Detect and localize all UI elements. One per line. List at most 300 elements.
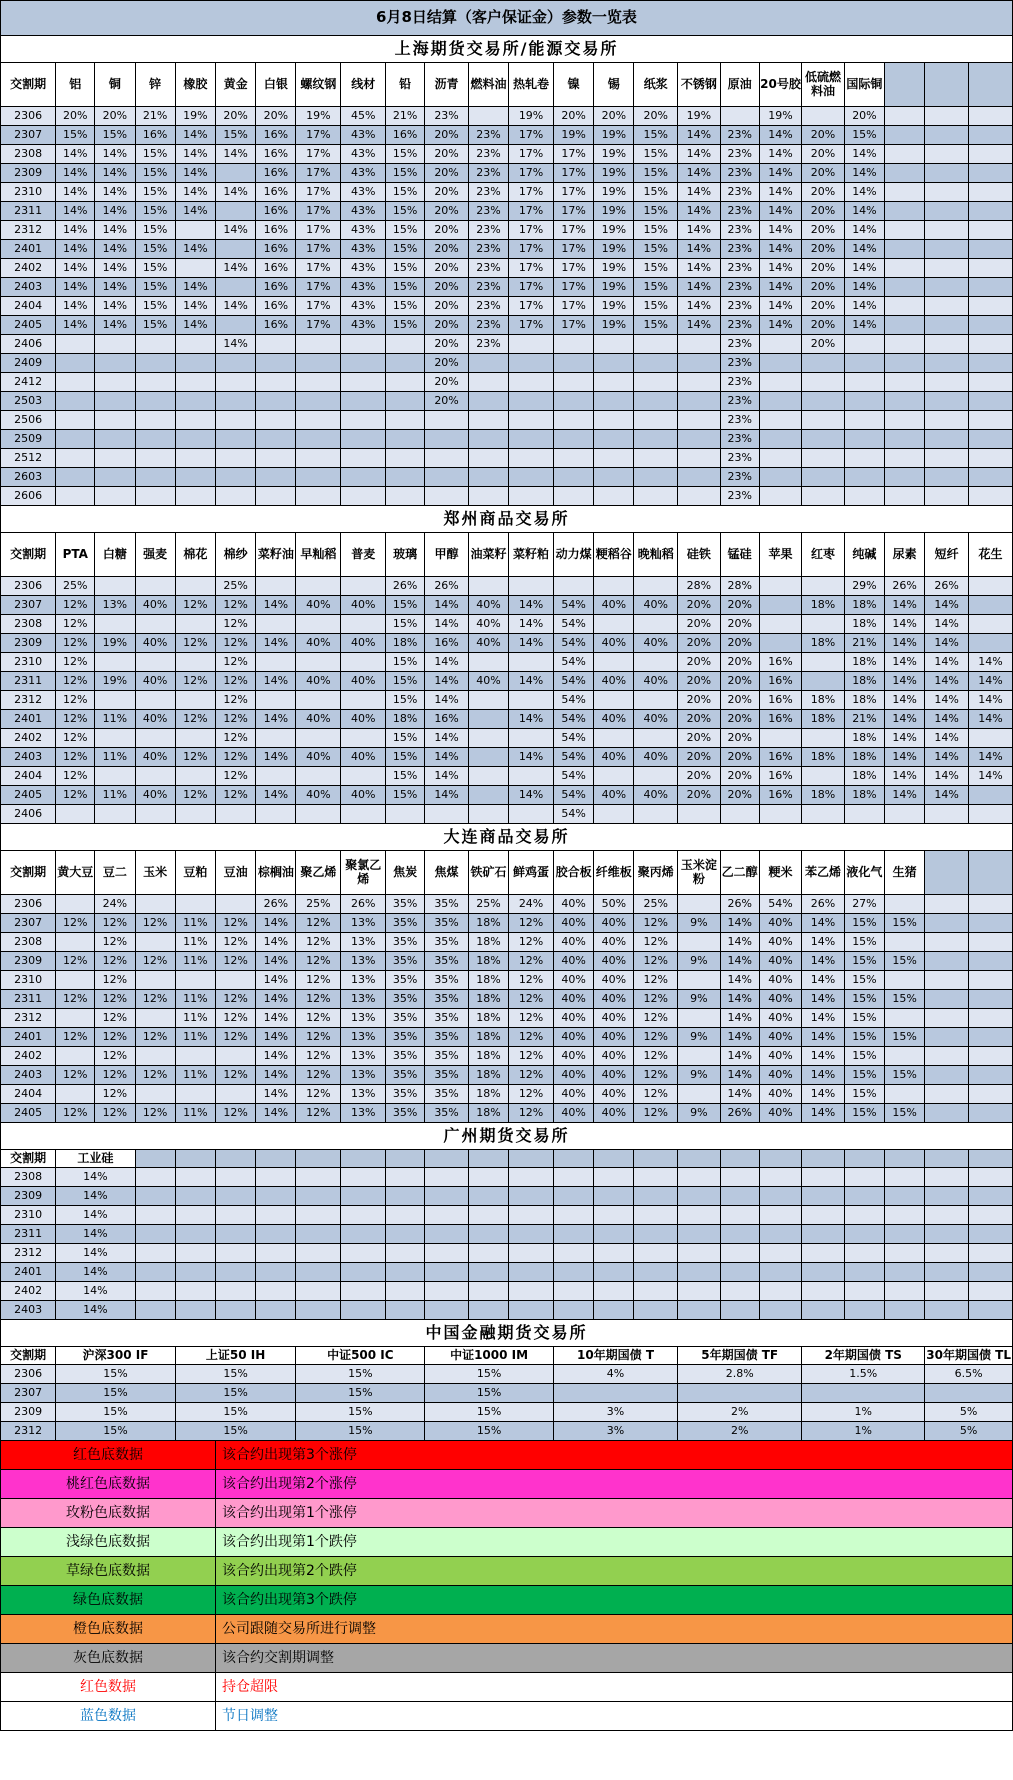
margin-rate-cell: 17% <box>509 297 554 316</box>
legend-label: 草绿色底数据 <box>1 1557 216 1586</box>
margin-rate-cell: 14% <box>56 183 95 202</box>
delivery-period-cell: 2401 <box>1 1263 56 1282</box>
margin-rate-cell <box>135 487 175 506</box>
margin-rate-cell <box>553 430 593 449</box>
margin-rate-cell <box>296 487 341 506</box>
margin-rate-cell: 15% <box>56 1422 176 1441</box>
delivery-period-cell: 2509 <box>1 430 56 449</box>
margin-rate-cell: 14% <box>256 933 296 952</box>
column-header: 乙二醇 <box>720 851 759 895</box>
margin-rate-cell: 54% <box>553 767 593 786</box>
margin-rate-cell: 40% <box>594 933 634 952</box>
section-title: 中国金融期货交易所 <box>1 1320 1013 1347</box>
margin-rate-cell: 17% <box>509 126 554 145</box>
margin-rate-cell: 5% <box>925 1422 1013 1441</box>
margin-rate-cell: 35% <box>386 1066 425 1085</box>
empty-cell <box>885 1206 925 1225</box>
margin-rate-cell: 14% <box>678 221 721 240</box>
empty-cell <box>678 1168 721 1187</box>
margin-rate-cell: 35% <box>425 971 469 990</box>
margin-rate-cell <box>56 354 95 373</box>
margin-rate-cell: 40% <box>634 634 678 653</box>
page-title: 6月8日结算（客户保证金）参数一览表 <box>1 1 1013 36</box>
margin-rate-cell <box>56 487 95 506</box>
margin-rate-cell: 12% <box>135 1104 175 1123</box>
empty-cell <box>296 1168 341 1187</box>
margin-rate-cell: 2% <box>678 1422 802 1441</box>
margin-rate-cell: 19% <box>95 634 135 653</box>
legend-row <box>1 1644 1013 1673</box>
margin-rate-cell: 14% <box>844 240 884 259</box>
margin-rate-cell: 20% <box>678 691 721 710</box>
empty-cell <box>256 1282 296 1301</box>
margin-rate-cell: 23% <box>720 430 759 449</box>
margin-rate-cell: 14% <box>802 1047 845 1066</box>
table-row <box>1 1422 1013 1441</box>
margin-rate-cell: 20% <box>425 316 469 335</box>
margin-rate-cell: 12% <box>215 786 255 805</box>
margin-rate-cell: 23% <box>720 164 759 183</box>
margin-rate-cell <box>341 487 386 506</box>
margin-rate-cell: 15% <box>425 1384 554 1403</box>
empty-cell <box>802 1187 845 1206</box>
margin-rate-cell <box>296 767 341 786</box>
margin-rate-cell <box>634 373 678 392</box>
margin-rate-cell: 12% <box>634 914 678 933</box>
margin-rate-cell: 17% <box>296 259 341 278</box>
legend-row <box>1 1702 1013 1731</box>
column-header: 豆油 <box>215 851 255 895</box>
margin-rate-cell <box>341 392 386 411</box>
empty-cell <box>802 1301 845 1320</box>
margin-rate-cell: 14% <box>56 1225 135 1244</box>
margin-rate-cell <box>594 729 634 748</box>
margin-rate-cell <box>296 354 341 373</box>
column-header: 沪深300 IF <box>56 1347 176 1365</box>
margin-rate-cell <box>925 468 969 487</box>
empty-cell <box>386 1168 425 1187</box>
empty-cell <box>759 1168 802 1187</box>
margin-rate-cell: 20% <box>425 240 469 259</box>
margin-rate-cell: 35% <box>386 990 425 1009</box>
margin-rate-cell: 11% <box>175 1104 215 1123</box>
empty-cell <box>386 1301 425 1320</box>
margin-rate-cell: 14% <box>678 164 721 183</box>
margin-rate-cell <box>759 729 802 748</box>
delivery-period-cell: 2404 <box>1 297 56 316</box>
delivery-period-cell: 2306 <box>1 107 56 126</box>
empty-cell <box>594 1225 634 1244</box>
empty-cell <box>634 1282 678 1301</box>
margin-rate-cell <box>175 653 215 672</box>
margin-rate-cell <box>256 354 296 373</box>
margin-rate-cell <box>468 729 508 748</box>
legend-row <box>1 1557 1013 1586</box>
margin-rate-cell: 14% <box>844 145 884 164</box>
margin-rate-cell: 14% <box>720 1085 759 1104</box>
empty-cell <box>720 1150 759 1168</box>
column-header: 铁矿石 <box>468 851 508 895</box>
column-header: 铝 <box>56 63 95 107</box>
margin-rate-cell: 20% <box>425 221 469 240</box>
margin-rate-cell: 20% <box>802 221 845 240</box>
margin-rate-cell <box>509 335 554 354</box>
margin-rate-cell: 14% <box>509 615 554 634</box>
margin-rate-cell: 14% <box>256 710 296 729</box>
margin-rate-cell: 14% <box>678 240 721 259</box>
margin-rate-cell: 14% <box>95 240 135 259</box>
margin-rate-cell: 20% <box>425 126 469 145</box>
margin-rate-cell: 23% <box>720 145 759 164</box>
margin-rate-cell <box>215 487 255 506</box>
margin-rate-cell <box>256 411 296 430</box>
margin-rate-cell: 14% <box>802 1028 845 1047</box>
empty-cell <box>341 1225 386 1244</box>
margin-rate-cell: 15% <box>386 748 425 767</box>
margin-rate-cell: 12% <box>135 1028 175 1047</box>
margin-rate-cell <box>56 468 95 487</box>
empty-cell <box>968 1168 1012 1187</box>
table-row <box>1 335 1013 354</box>
table-row <box>1 990 1013 1009</box>
margin-rate-cell: 14% <box>95 164 135 183</box>
margin-rate-cell: 14% <box>56 1168 135 1187</box>
margin-rate-cell: 14% <box>759 145 802 164</box>
empty-cell <box>759 1206 802 1225</box>
margin-rate-cell: 12% <box>95 1066 135 1085</box>
margin-rate-cell: 19% <box>594 221 634 240</box>
margin-rate-cell <box>215 392 255 411</box>
margin-rate-cell: 15% <box>634 221 678 240</box>
margin-rate-cell <box>925 240 969 259</box>
empty-cell <box>509 1225 554 1244</box>
margin-rate-cell: 11% <box>175 933 215 952</box>
margin-rate-cell: 14% <box>925 596 969 615</box>
margin-rate-cell <box>759 634 802 653</box>
margin-rate-cell: 15% <box>175 1384 296 1403</box>
margin-rate-cell: 15% <box>135 202 175 221</box>
column-header: 纤维板 <box>594 851 634 895</box>
margin-rate-cell <box>95 653 135 672</box>
margin-rate-cell: 40% <box>296 786 341 805</box>
column-header: 粳米 <box>759 851 802 895</box>
margin-rate-cell <box>925 1028 969 1047</box>
legend-description: 该合约出现第2个跌停 <box>215 1557 1012 1586</box>
margin-rate-cell <box>925 297 969 316</box>
margin-rate-cell <box>968 971 1012 990</box>
margin-rate-cell: 12% <box>135 990 175 1009</box>
margin-rate-cell <box>509 767 554 786</box>
margin-rate-cell: 12% <box>215 615 255 634</box>
margin-rate-cell: 14% <box>95 145 135 164</box>
margin-rate-cell <box>175 354 215 373</box>
margin-rate-cell: 14% <box>802 1085 845 1104</box>
table-row <box>1 615 1013 634</box>
empty-cell <box>425 1150 469 1168</box>
margin-rate-cell <box>56 805 95 824</box>
margin-rate-cell <box>296 392 341 411</box>
margin-rate-cell: 18% <box>468 1104 508 1123</box>
table-row <box>1 354 1013 373</box>
margin-rate-cell: 13% <box>341 1104 386 1123</box>
margin-rate-cell: 15% <box>56 126 95 145</box>
margin-rate-cell <box>56 449 95 468</box>
margin-rate-cell: 28% <box>678 577 721 596</box>
empty-cell <box>759 1282 802 1301</box>
margin-rate-cell: 54% <box>553 691 593 710</box>
empty-cell <box>175 1150 215 1168</box>
empty-cell <box>594 1282 634 1301</box>
margin-rate-cell: 13% <box>341 914 386 933</box>
column-header: 苹果 <box>759 533 802 577</box>
margin-rate-cell: 16% <box>425 710 469 729</box>
table-row <box>1 278 1013 297</box>
column-header: 交割期 <box>1 851 56 895</box>
empty-cell <box>468 1206 508 1225</box>
section-title: 郑州商品交易所 <box>1 506 1013 533</box>
margin-rate-cell: 14% <box>885 596 925 615</box>
margin-rate-cell <box>925 1384 1013 1403</box>
margin-rate-cell: 15% <box>175 1422 296 1441</box>
margin-rate-cell: 14% <box>256 1066 296 1085</box>
margin-rate-cell: 15% <box>634 297 678 316</box>
margin-rate-cell: 20% <box>720 786 759 805</box>
margin-rate-cell: 17% <box>296 145 341 164</box>
column-header: 油菜籽 <box>468 533 508 577</box>
margin-rate-cell: 40% <box>759 933 802 952</box>
margin-rate-cell: 18% <box>844 767 884 786</box>
empty-cell <box>553 1206 593 1225</box>
margin-rate-cell <box>802 805 845 824</box>
margin-rate-cell: 12% <box>56 615 95 634</box>
margin-rate-cell: 14% <box>509 672 554 691</box>
margin-rate-cell: 40% <box>341 634 386 653</box>
margin-rate-cell: 40% <box>594 1047 634 1066</box>
margin-rate-cell: 45% <box>341 107 386 126</box>
empty-cell <box>256 1150 296 1168</box>
margin-rate-cell: 17% <box>296 278 341 297</box>
delivery-period-cell: 2308 <box>1 1168 56 1187</box>
margin-rate-cell: 35% <box>386 971 425 990</box>
margin-rate-cell: 13% <box>341 933 386 952</box>
margin-rate-cell: 13% <box>341 952 386 971</box>
empty-cell <box>468 1187 508 1206</box>
margin-rate-cell <box>594 577 634 596</box>
margin-rate-cell <box>175 221 215 240</box>
margin-rate-cell: 14% <box>509 786 554 805</box>
margin-rate-cell: 19% <box>594 183 634 202</box>
margin-rate-cell: 14% <box>256 952 296 971</box>
legend-label: 绿色底数据 <box>1 1586 216 1615</box>
margin-rate-cell: 20% <box>678 672 721 691</box>
margin-rate-cell: 15% <box>634 164 678 183</box>
section-title: 广州期货交易所 <box>1 1123 1013 1150</box>
margin-rate-cell: 11% <box>175 990 215 1009</box>
margin-rate-cell: 14% <box>844 316 884 335</box>
margin-rate-cell: 12% <box>175 786 215 805</box>
margin-rate-cell: 40% <box>594 971 634 990</box>
margin-rate-cell <box>56 373 95 392</box>
margin-rate-cell: 20% <box>802 164 845 183</box>
margin-rate-cell: 40% <box>296 672 341 691</box>
margin-rate-cell: 15% <box>885 914 925 933</box>
margin-rate-cell <box>468 710 508 729</box>
empty-cell <box>759 1150 802 1168</box>
empty-cell <box>135 1244 175 1263</box>
margin-rate-cell <box>634 805 678 824</box>
margin-rate-cell: 20% <box>802 259 845 278</box>
margin-rate-cell: 16% <box>256 202 296 221</box>
margin-rate-cell <box>885 316 925 335</box>
margin-rate-cell: 23% <box>720 449 759 468</box>
margin-rate-cell: 15% <box>885 990 925 1009</box>
margin-rate-cell <box>341 767 386 786</box>
margin-rate-cell: 26% <box>425 577 469 596</box>
margin-rate-cell: 15% <box>634 278 678 297</box>
margin-rate-cell: 16% <box>256 259 296 278</box>
empty-cell <box>634 1225 678 1244</box>
table-row <box>1 487 1013 506</box>
margin-rate-cell <box>95 805 135 824</box>
margin-rate-cell: 16% <box>256 297 296 316</box>
margin-rate-cell: 12% <box>95 1009 135 1028</box>
margin-rate-cell: 14% <box>802 971 845 990</box>
margin-rate-cell <box>553 487 593 506</box>
margin-rate-cell: 15% <box>386 653 425 672</box>
legend-description: 节日调整 <box>215 1702 1012 1731</box>
margin-rate-cell: 15% <box>135 221 175 240</box>
margin-rate-cell: 20% <box>425 259 469 278</box>
margin-rate-cell <box>759 430 802 449</box>
margin-rate-cell <box>678 1085 721 1104</box>
empty-cell <box>215 1187 255 1206</box>
column-header: 聚氯乙烯 <box>341 851 386 895</box>
margin-rate-cell: 14% <box>925 748 969 767</box>
margin-rate-cell: 14% <box>885 786 925 805</box>
margin-rate-cell: 14% <box>425 748 469 767</box>
margin-rate-cell: 43% <box>341 126 386 145</box>
empty-cell <box>175 1244 215 1263</box>
empty-cell <box>425 1225 469 1244</box>
margin-rate-cell <box>175 729 215 748</box>
empty-cell <box>968 1301 1012 1320</box>
margin-rate-cell: 12% <box>509 1009 554 1028</box>
delivery-period-cell: 2310 <box>1 1206 56 1225</box>
table-row <box>1 1104 1013 1123</box>
margin-rate-cell <box>634 430 678 449</box>
margin-rate-cell <box>925 1085 969 1104</box>
empty-cell <box>215 1263 255 1282</box>
empty-cell <box>341 1282 386 1301</box>
margin-rate-cell: 14% <box>885 653 925 672</box>
margin-rate-cell: 20% <box>802 126 845 145</box>
empty-cell <box>594 1263 634 1282</box>
margin-rate-cell <box>885 468 925 487</box>
margin-rate-cell: 16% <box>256 278 296 297</box>
margin-rate-cell: 15% <box>95 126 135 145</box>
margin-rate-cell <box>425 468 469 487</box>
empty-cell <box>844 1168 884 1187</box>
margin-rate-cell: 12% <box>509 914 554 933</box>
margin-rate-cell: 40% <box>759 1085 802 1104</box>
margin-rate-cell <box>925 990 969 1009</box>
margin-rate-cell <box>925 145 969 164</box>
margin-rate-cell: 21% <box>844 710 884 729</box>
margin-rate-cell: 23% <box>720 487 759 506</box>
margin-rate-cell: 26% <box>720 895 759 914</box>
empty-cell <box>425 1282 469 1301</box>
margin-rate-cell <box>175 487 215 506</box>
margin-rate-cell: 14% <box>759 164 802 183</box>
margin-rate-cell: 12% <box>296 990 341 1009</box>
table-row <box>1 1365 1013 1384</box>
table-row <box>1 468 1013 487</box>
empty-cell <box>759 1263 802 1282</box>
margin-rate-cell: 13% <box>341 1028 386 1047</box>
margin-rate-cell <box>95 373 135 392</box>
delivery-period-cell: 2310 <box>1 183 56 202</box>
margin-rate-cell <box>594 653 634 672</box>
margin-rate-cell: 16% <box>386 126 425 145</box>
margin-rate-cell: 17% <box>553 240 593 259</box>
margin-rate-cell: 1% <box>802 1422 925 1441</box>
empty-cell <box>553 1282 593 1301</box>
table-row <box>1 971 1013 990</box>
empty-cell <box>844 1225 884 1244</box>
margin-rate-cell: 12% <box>56 1028 95 1047</box>
delivery-period-cell: 2409 <box>1 354 56 373</box>
margin-rate-cell: 20% <box>425 354 469 373</box>
margin-rate-cell: 23% <box>720 240 759 259</box>
margin-rate-cell <box>95 577 135 596</box>
empty-cell <box>553 1150 593 1168</box>
delivery-period-cell: 2309 <box>1 634 56 653</box>
margin-rate-cell <box>425 449 469 468</box>
empty-cell <box>425 1168 469 1187</box>
margin-rate-cell <box>759 596 802 615</box>
margin-rate-cell <box>968 786 1012 805</box>
table-row <box>1 1085 1013 1104</box>
delivery-period-cell: 2311 <box>1 672 56 691</box>
empty-cell <box>925 1168 969 1187</box>
empty-cell <box>215 1225 255 1244</box>
margin-rate-cell <box>678 487 721 506</box>
margin-rate-cell: 54% <box>553 805 593 824</box>
margin-rate-cell <box>175 430 215 449</box>
margin-rate-cell <box>759 449 802 468</box>
empty-cell <box>256 1206 296 1225</box>
table-row <box>1 691 1013 710</box>
margin-rate-cell <box>968 126 1012 145</box>
margin-rate-cell: 15% <box>386 672 425 691</box>
margin-rate-cell: 26% <box>802 895 845 914</box>
margin-rate-cell: 40% <box>553 990 593 1009</box>
empty-cell <box>341 1244 386 1263</box>
margin-rate-cell: 12% <box>56 767 95 786</box>
margin-rate-cell: 20% <box>678 748 721 767</box>
margin-rate-cell <box>175 971 215 990</box>
margin-rate-cell <box>215 316 255 335</box>
margin-rate-cell <box>968 316 1012 335</box>
margin-rate-cell <box>175 259 215 278</box>
table-row <box>1 933 1013 952</box>
margin-rate-cell <box>256 487 296 506</box>
empty-cell <box>135 1168 175 1187</box>
margin-rate-cell: 23% <box>468 297 508 316</box>
table-row <box>1 952 1013 971</box>
margin-rate-cell <box>425 805 469 824</box>
delivery-period-cell: 2404 <box>1 767 56 786</box>
